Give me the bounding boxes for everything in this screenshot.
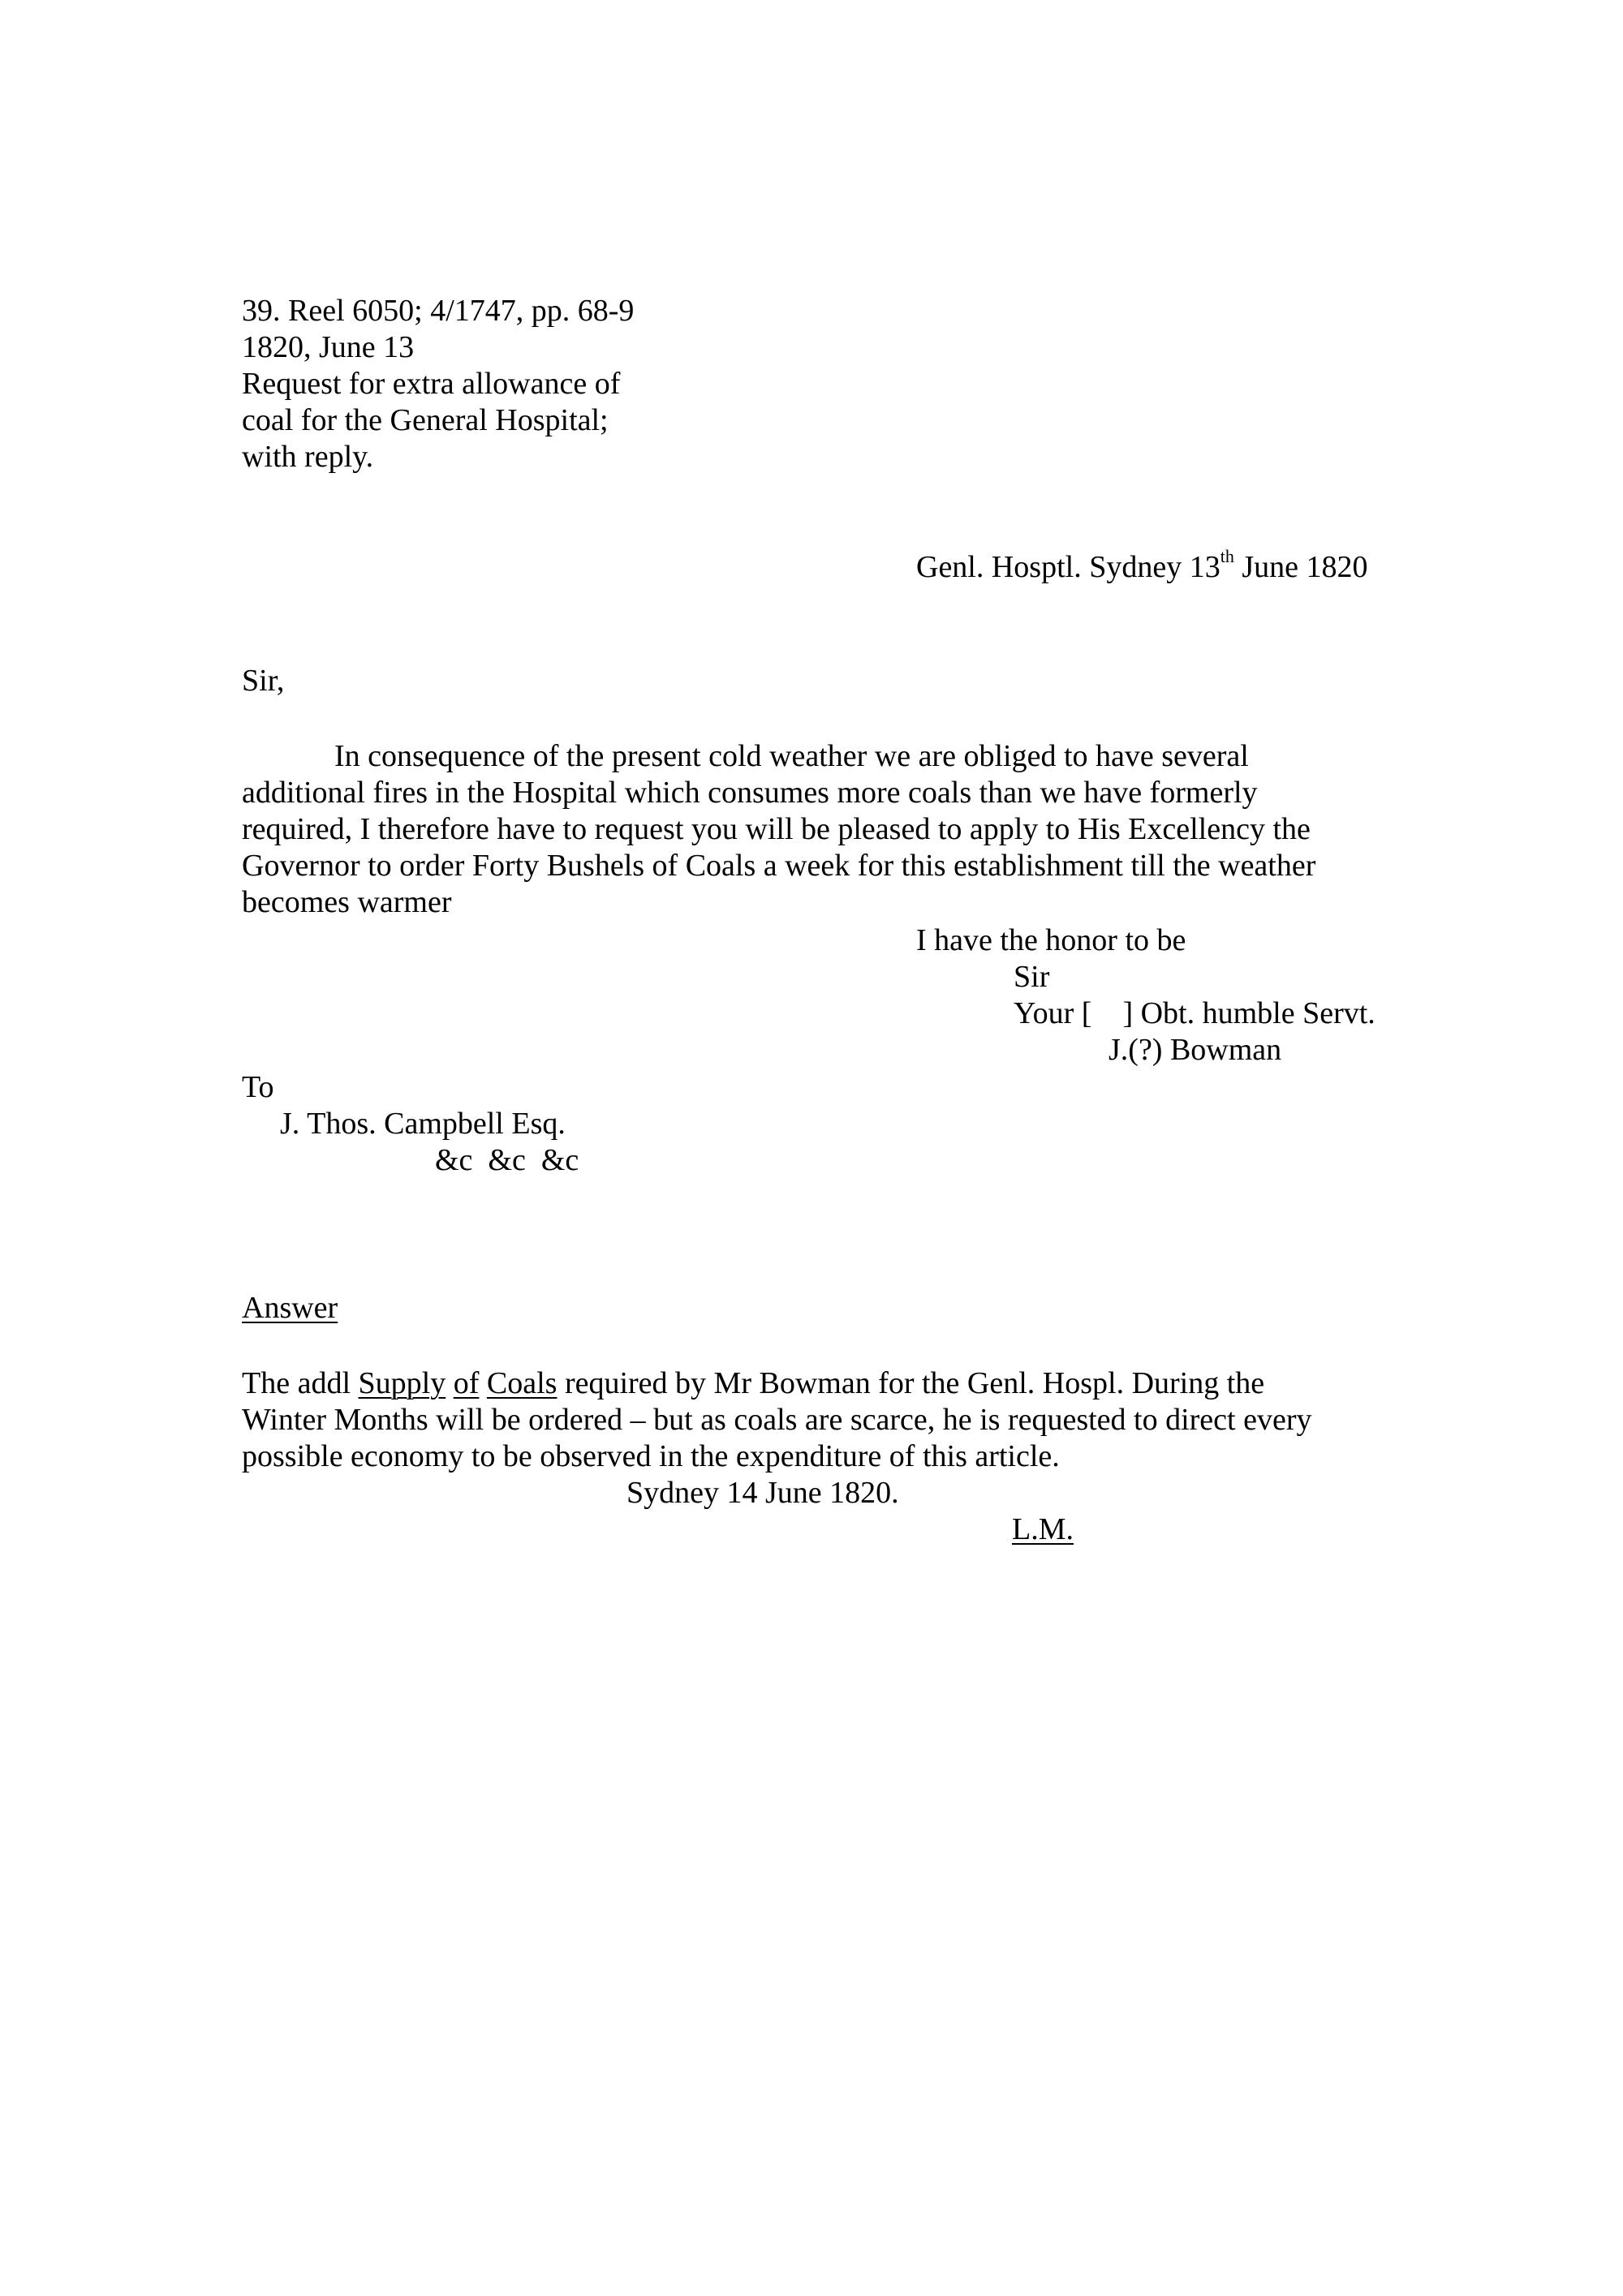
catalog-line: Request for extra allowance of <box>242 367 621 401</box>
dateline <box>916 546 1368 586</box>
dateline-text: Genl. Hosptl. Sydney 13 <box>916 550 1220 584</box>
answer-line: The addl Supply of Coals required by Mr Bowman for the Genl. Hospl. During the <box>242 1366 1265 1400</box>
answer-line: Winter Months will be ordered – but as coals are scarce, he is requested to direct every <box>242 1403 1312 1437</box>
dateline-year: June 1820 <box>1233 550 1368 584</box>
catalog-line: 39. Reel 6050; 4/1747, pp. 68-9 <box>242 294 635 328</box>
addressee-etc: &c &c &c <box>435 1143 579 1177</box>
letter-line: becomes warmer <box>242 885 452 919</box>
closing-line: Your [ ] Obt. humble Servt. <box>1014 996 1375 1030</box>
answer-heading: Answer <box>242 1291 338 1325</box>
addressee-to: To <box>242 1070 274 1104</box>
closing <box>916 922 1186 959</box>
catalog-header <box>242 293 634 475</box>
closing-sir <box>1014 959 1375 1032</box>
letter-line: Governor to order Forty Bushels of Coals a week for this establishment till the weather <box>242 849 1316 883</box>
answer-body <box>242 1365 1311 1475</box>
letter-line: In consequence of the present cold weather we are obliged to have several <box>242 739 1249 773</box>
underlined-word: Supply <box>358 1366 446 1400</box>
answer-line: possible economy to be observed in the expenditure of this article. <box>242 1439 1060 1473</box>
closing-line: I have the honor to be <box>916 923 1186 957</box>
salutation: Sir, <box>242 664 285 698</box>
letter-line: required, I therefore have to request you will be pleased to apply to His Excellency the <box>242 812 1311 846</box>
signature <box>1109 1032 1281 1068</box>
addressee-name: J. Thos. Campbell Esq. <box>280 1107 566 1141</box>
letter-body <box>242 738 1315 921</box>
catalog-line: 1820, June 13 <box>242 330 415 364</box>
underlined-word: Coals <box>486 1366 558 1400</box>
closing-line: Sir <box>1014 960 1050 994</box>
catalog-line: with reply. <box>242 440 374 474</box>
letter-line: additional fires in the Hospital which consumes more coals than we have formerly <box>242 776 1258 810</box>
catalog-line: coal for the General Hospital; <box>242 403 609 437</box>
underlined-word: of <box>453 1366 480 1400</box>
dateline-ordinal: th <box>1220 546 1234 567</box>
signature-name: J.(?) Bowman <box>1109 1033 1282 1067</box>
answer-initials: L.M. <box>1012 1512 1074 1546</box>
answer-date: Sydney 14 June 1820. <box>626 1476 899 1510</box>
